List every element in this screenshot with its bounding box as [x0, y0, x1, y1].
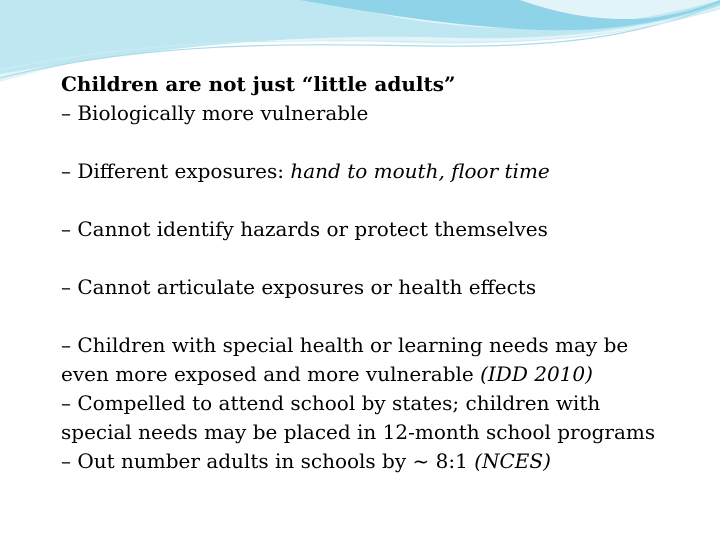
bullet-special-needs-text: – Children with special health or learning needs may be even more exposed and more vulnerable [61, 333, 629, 386]
bullet-biologically-vulnerable: – Biologically more vulnerable [61, 101, 369, 125]
bullet-cannot-articulate-exposures: – Cannot articulate exposures or health effects [61, 275, 537, 299]
bullet-different-exposures-text: – Different exposures: [61, 159, 291, 183]
bullet-different-exposures-examples: hand to mouth, floor time [290, 159, 550, 183]
bullet-outnumber-adults-text: – Out number adults in schools by ~ 8:1 [61, 449, 475, 473]
bullet-different-exposures [61, 157, 671, 186]
bullet-outnumber-adults [61, 447, 671, 476]
slide-body [61, 70, 671, 476]
slide-title: Children are not just “little adults” [61, 72, 456, 96]
bullet-special-needs-citation: (IDD 2010) [480, 362, 593, 386]
bullet-special-needs-children [61, 331, 671, 389]
bullet-cannot-identify-hazards: – Cannot identify hazards or protect themselves [61, 217, 548, 241]
bullet-outnumber-adults-citation: (NCES) [474, 449, 551, 473]
bullet-compelled-to-attend: – Compelled to attend school by states; children with special needs may be placed in 12-month school programs [61, 391, 656, 444]
